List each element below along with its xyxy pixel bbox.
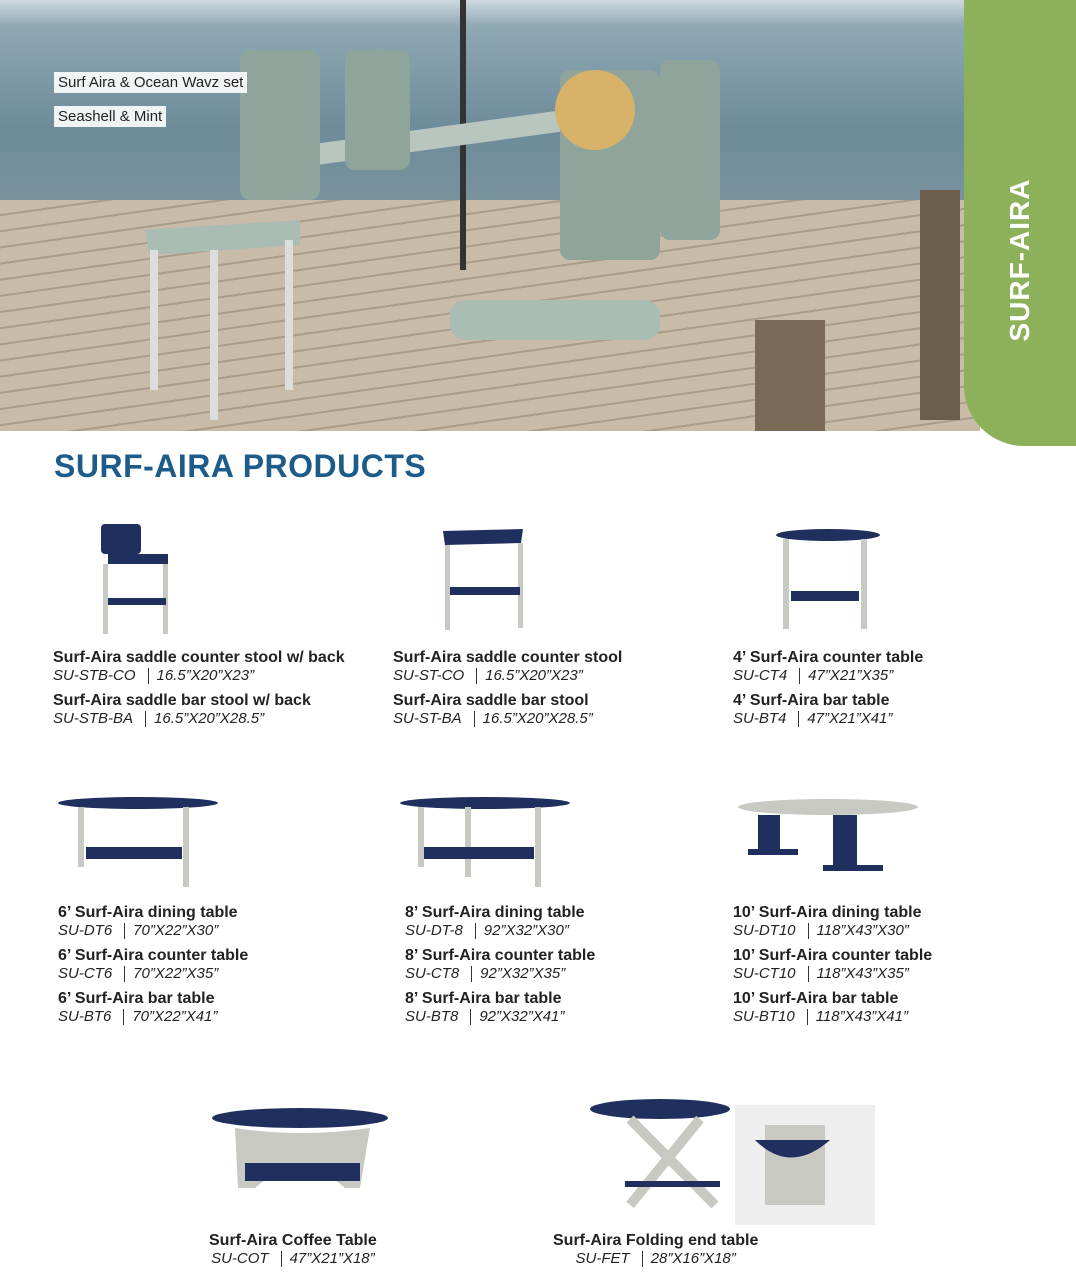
product-8ft-tables xyxy=(400,797,700,892)
product-code: SU-CT4 47”X21”X35” xyxy=(733,667,894,684)
product-code: SU-FET 28”X16”X18” xyxy=(575,1250,736,1267)
product-saddle-stools xyxy=(393,525,693,635)
product-text-6 xyxy=(209,1228,377,1275)
photo-caption-color: Seashell & Mint xyxy=(54,106,166,127)
product-code: SU-BT10 118”X43”X41” xyxy=(733,1008,908,1026)
product-name: Surf-Aira Coffee Table xyxy=(209,1232,377,1249)
product-code: SU-ST-BA 16.5”X20”X28.5” xyxy=(393,710,593,728)
product-name: 10’ Surf-Aira dining table xyxy=(733,904,922,921)
product-10ft-tables xyxy=(733,797,1033,892)
product-code: SU-BT4 47”X21”X41” xyxy=(733,710,893,728)
product-name: 4’ Surf-Aira bar table xyxy=(733,692,890,710)
product-code: SU-BT8 92”X32”X41” xyxy=(405,1008,565,1026)
product-code: SU-BT6 70”X22”X41” xyxy=(58,1008,218,1026)
8ft-table-image xyxy=(400,797,700,892)
product-name: Surf-Aira saddle counter stool w/ back xyxy=(53,649,345,666)
product-code: SU-COT 47”X21”X18” xyxy=(211,1250,375,1267)
product-name: 6’ Surf-Aira bar table xyxy=(58,990,215,1008)
product-name: Surf-Aira saddle counter stool xyxy=(393,649,623,666)
product-code: SU-DT6 70”X22”X30” xyxy=(58,922,219,939)
product-text-7 xyxy=(553,1228,758,1275)
product-text-4 xyxy=(405,900,595,1033)
product-name: 6’ Surf-Aira counter table xyxy=(58,947,249,965)
product-code: SU-CT10 118”X43”X35” xyxy=(733,965,909,983)
product-text-2 xyxy=(733,645,923,735)
product-4ft-tables xyxy=(733,525,1033,635)
product-text-1 xyxy=(393,645,622,735)
6ft-table-image xyxy=(58,795,358,890)
4ft-table-image xyxy=(733,525,1033,635)
product-name: 6’ Surf-Aira dining table xyxy=(58,904,238,921)
product-text-0 xyxy=(53,645,345,735)
product-code: SU-DT-8 92”X32”X30” xyxy=(405,922,569,939)
product-text-3 xyxy=(58,900,248,1033)
product-text-5 xyxy=(733,900,932,1033)
product-code: SU-CT8 92”X32”X35” xyxy=(405,965,566,983)
product-name: 8’ Surf-Aira dining table xyxy=(405,904,585,921)
product-folding-end-table xyxy=(590,1095,880,1225)
product-code: SU-CT6 70”X22”X35” xyxy=(58,965,219,983)
product-name: Surf-Aira saddle bar stool xyxy=(393,692,589,710)
product-code: SU-STB-BA 16.5”X20”X28.5” xyxy=(53,710,265,728)
product-name: 10’ Surf-Aira bar table xyxy=(733,990,899,1008)
folding-end-table-image xyxy=(590,1095,880,1225)
product-code: SU-DT10 118”X43”X30” xyxy=(733,922,909,939)
product-name: 10’ Surf-Aira counter table xyxy=(733,947,933,965)
product-code: SU-ST-CO 16.5”X20”X23” xyxy=(393,667,583,684)
product-name: 4’ Surf-Aira counter table xyxy=(733,649,924,666)
product-6ft-tables xyxy=(58,795,358,890)
section-tab-label: SURF-AIRA xyxy=(1004,178,1035,342)
page-title: SURF-AIRA PRODUCTS xyxy=(54,448,427,484)
product-name: 8’ Surf-Aira bar table xyxy=(405,990,562,1008)
coffee-table-image xyxy=(210,1108,390,1193)
saddle-stool-image xyxy=(393,525,693,635)
stool-with-back-image xyxy=(53,520,353,640)
product-name: Surf-Aira Folding end table xyxy=(553,1232,759,1249)
10ft-table-image xyxy=(733,797,1033,892)
hero-photo xyxy=(0,0,980,431)
product-name: 8’ Surf-Aira counter table xyxy=(405,947,596,965)
section-tab xyxy=(964,0,1076,446)
product-code: SU-STB-CO 16.5”X20”X23” xyxy=(53,667,255,684)
product-name: Surf-Aira saddle bar stool w/ back xyxy=(53,692,311,710)
product-coffee-table xyxy=(210,1108,390,1193)
product-stools-with-back xyxy=(53,520,353,640)
photo-caption-set: Surf Aira & Ocean Wavz set xyxy=(54,72,247,93)
furniture-illustration xyxy=(0,0,980,431)
